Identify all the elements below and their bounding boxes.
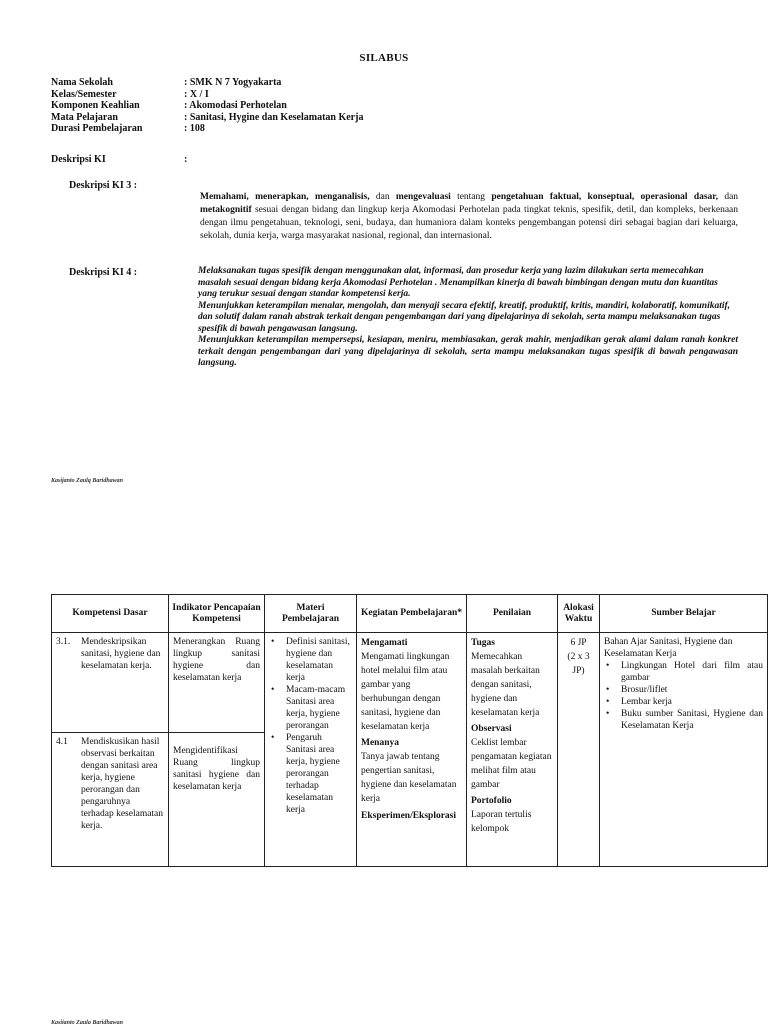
penilaian-text: Laporan tertulis kelompok — [471, 810, 532, 834]
info-value: : Akomodasi Perhotelan — [184, 100, 287, 111]
document-title: SILABUS — [359, 52, 409, 64]
kegiatan-text: Tanya jawab tentang pengertian sanitasi, hygiene dan keselamatan kerja — [361, 752, 457, 804]
kd-number: 4.1 — [56, 737, 68, 747]
penilaian-text: Ceklist lembar pengamatan kegiatan melihat film atau gambar — [471, 738, 552, 790]
info-row-school — [51, 77, 471, 89]
school-info — [51, 77, 471, 135]
penilaian-heading: Portofolio — [471, 796, 512, 806]
sumber-list — [604, 660, 763, 732]
page-footer-author: Kasijanto Zaulq Baridhawan — [51, 1020, 124, 1024]
ki4-text — [198, 266, 738, 370]
syllabus-table — [51, 594, 768, 867]
col-header-kegiatan: Kegiatan Pembelajaran* — [357, 595, 467, 633]
materi-cell — [265, 633, 357, 867]
ki3-part: Memahami, menerapkan, menganalisis, — [200, 192, 370, 202]
ki4-paragraph: Menunjukkan keterampilan mempersepsi, kesiapan, meniru, membiasakan, gerak mahir, menjadikan gerak alami dalam ranah konkret terkait dengan pengembangan dari yang dipelajarinya di sekolah, serta mampu melaksanakan tugas spesifik di bawah pengawasan langsung. — [198, 335, 738, 368]
col-header-kompetensi-dasar: Kompetensi Dasar — [52, 595, 169, 633]
ki4-label: Deskripsi KI 4 : — [69, 267, 138, 278]
deskripsi-ki-heading — [51, 154, 188, 165]
kd-item — [56, 636, 164, 672]
kd-item — [56, 736, 164, 832]
ki3-part: mengevaluasi — [395, 192, 451, 202]
kd-cell — [52, 633, 169, 733]
penilaian-cell — [467, 633, 558, 867]
list-item: • Lingkungan Hotel dari film atau gambar — [604, 660, 763, 684]
col-header-penilaian: Penilaian — [467, 595, 558, 633]
ki3-part: metakognitif — [200, 205, 252, 215]
info-label: Kelas/Semester — [51, 88, 117, 100]
list-item: • Pengaruh Sanitasi area kerja, hygiene perorangan terhadap keselamatan kerja — [269, 732, 352, 816]
info-row-subject — [51, 112, 471, 124]
col-header-sumber: Sumber Belajar — [600, 595, 768, 633]
info-label: Komponen Keahlian — [51, 100, 140, 111]
col-header-materi: Materi Pembelajaran — [265, 595, 357, 633]
ki4-paragraph: Melaksanakan tugas spesifik dengan menggunakan alat, informasi, dan prosedur kerja yang lazim dilakukan serta memecahkan masalah sesuai dengan bidang kerja Akomodasi Perhotelan . Menampilkan kinerja di bawah bimbingan dengan mutu dan kuantitas yang terukur sesuai dengan standar kompetensi kerja. — [198, 266, 718, 299]
penilaian-text: Memecahkan masalah berkaitan dengan sanitasi, hygiene dan keselamatan kerja — [471, 652, 540, 718]
alokasi-detail: (2 x 3 JP) — [567, 652, 590, 676]
indikator-cell: Mengidentifikasi Ruang lingkup sanitasi hygiene dan keselamatan kerja — [169, 733, 265, 867]
penilaian-heading: Observasi — [471, 724, 512, 734]
alokasi-value: 6 JP — [570, 638, 587, 648]
kegiatan-heading: Eksperimen/Eksplorasi — [361, 811, 457, 821]
materi-list — [269, 636, 352, 816]
ki3-part: pengetahuan faktual, konseptual, operasional dasar, — [491, 192, 719, 202]
kegiatan-text: Mengamati lingkungan hotel melalui film atau gambar yang berhubungan dengan sanitasi, hygiene dan keselamatan kerja — [361, 652, 450, 732]
list-item: • Definisi sanitasi, hygiene dan keselamatan kerja — [269, 636, 352, 684]
info-label: Mata Pelajaran — [51, 111, 118, 123]
ki3-part: dan — [718, 192, 739, 202]
kegiatan-cell — [357, 633, 467, 867]
info-label: Durasi Pembelajaran — [51, 123, 143, 134]
ki4-paragraph: Menunjukkan keterampilan menalar, mengolah, dan menyaji secara efektif, kreatif, produktif, kritis, mandiri, kolaboratif, komunikatif, dan solutif dalam ranah abstrak terkait dengan pengembangan dari yang dipelajarinya di sekolah, serta mampu melaksanakan tugas spesifik di bawah pengawasan langsung. — [198, 300, 731, 334]
ki3-label: Deskripsi KI 3 : — [69, 180, 138, 191]
info-value: : Sanitasi, Hygine dan Keselamatan Kerja — [184, 111, 364, 123]
col-header-alokasi: Alokasi Waktu — [558, 595, 600, 633]
kd-text: Mendeskripsikan sanitasi, hygiene dan keselamatan kerja. — [81, 637, 161, 671]
info-row-component — [51, 100, 471, 112]
kegiatan-heading: Mengamati — [361, 638, 408, 648]
table-header-row — [52, 595, 768, 633]
info-value: : X / I — [184, 88, 209, 100]
table-row — [52, 633, 768, 733]
info-row-duration — [51, 123, 471, 135]
sumber-intro: Bahan Ajar Sanitasi, Hygiene dan Keselamatan Kerja — [604, 637, 733, 659]
alokasi-cell — [558, 633, 600, 867]
ki3-part: dan — [369, 192, 396, 202]
kd-text: Mendiskusikan hasil observasi berkaitan dengan sanitasi area kerja, hygiene perorangan dan pengaruhnya terhadap keselamatan kerja. — [81, 737, 164, 831]
ki3-text — [200, 191, 738, 243]
kd-number: 3.1. — [56, 637, 71, 647]
deskripsi-ki-colon: : — [184, 154, 188, 165]
indikator-cell: Menerangkan Ruang lingkup sanitasi hygiene dan keselamatan kerja — [169, 633, 265, 733]
info-value: : SMK N 7 Yogyakarta — [184, 77, 282, 88]
page-footer-author: Kasijanto Zaulq Baridhawan — [51, 478, 124, 484]
kd-cell — [52, 733, 169, 867]
deskripsi-ki-label: Deskripsi KI — [51, 154, 106, 165]
list-item: • Brosur/liflet — [604, 684, 763, 696]
list-item: • Buku sumber Sanitasi, Hygiene dan Keselamatan Kerja — [604, 708, 763, 732]
list-item: • Macam-macam Sanitasi area kerja, hygiene perorangan — [269, 684, 352, 732]
info-row-class — [51, 89, 471, 101]
list-item: • Lembar kerja — [604, 696, 763, 708]
kegiatan-heading: Menanya — [361, 738, 399, 748]
col-header-indikator: Indikator Pencapaian Kompetensi — [169, 595, 265, 633]
penilaian-heading: Tugas — [471, 638, 495, 648]
info-value: : 108 — [184, 123, 205, 134]
ki3-part: sesuai dengan bidang dan lingkup kerja Akomodasi Perhotelan pada tingkat teknis, spesifik, detil, dan kompleks, berkenaan dengan ilmu pengetahuan, teknologi, seni, budaya, dan humaniora dalam konteks pengembangan potensi diri sebagai bagian dari keluarga, sekolah, dunia kerja, warga masyarakat nasional, regional, dan internasional. — [200, 205, 738, 241]
ki3-part: tentang — [450, 192, 492, 202]
sumber-cell — [600, 633, 768, 867]
info-label: Nama Sekolah — [51, 77, 113, 88]
